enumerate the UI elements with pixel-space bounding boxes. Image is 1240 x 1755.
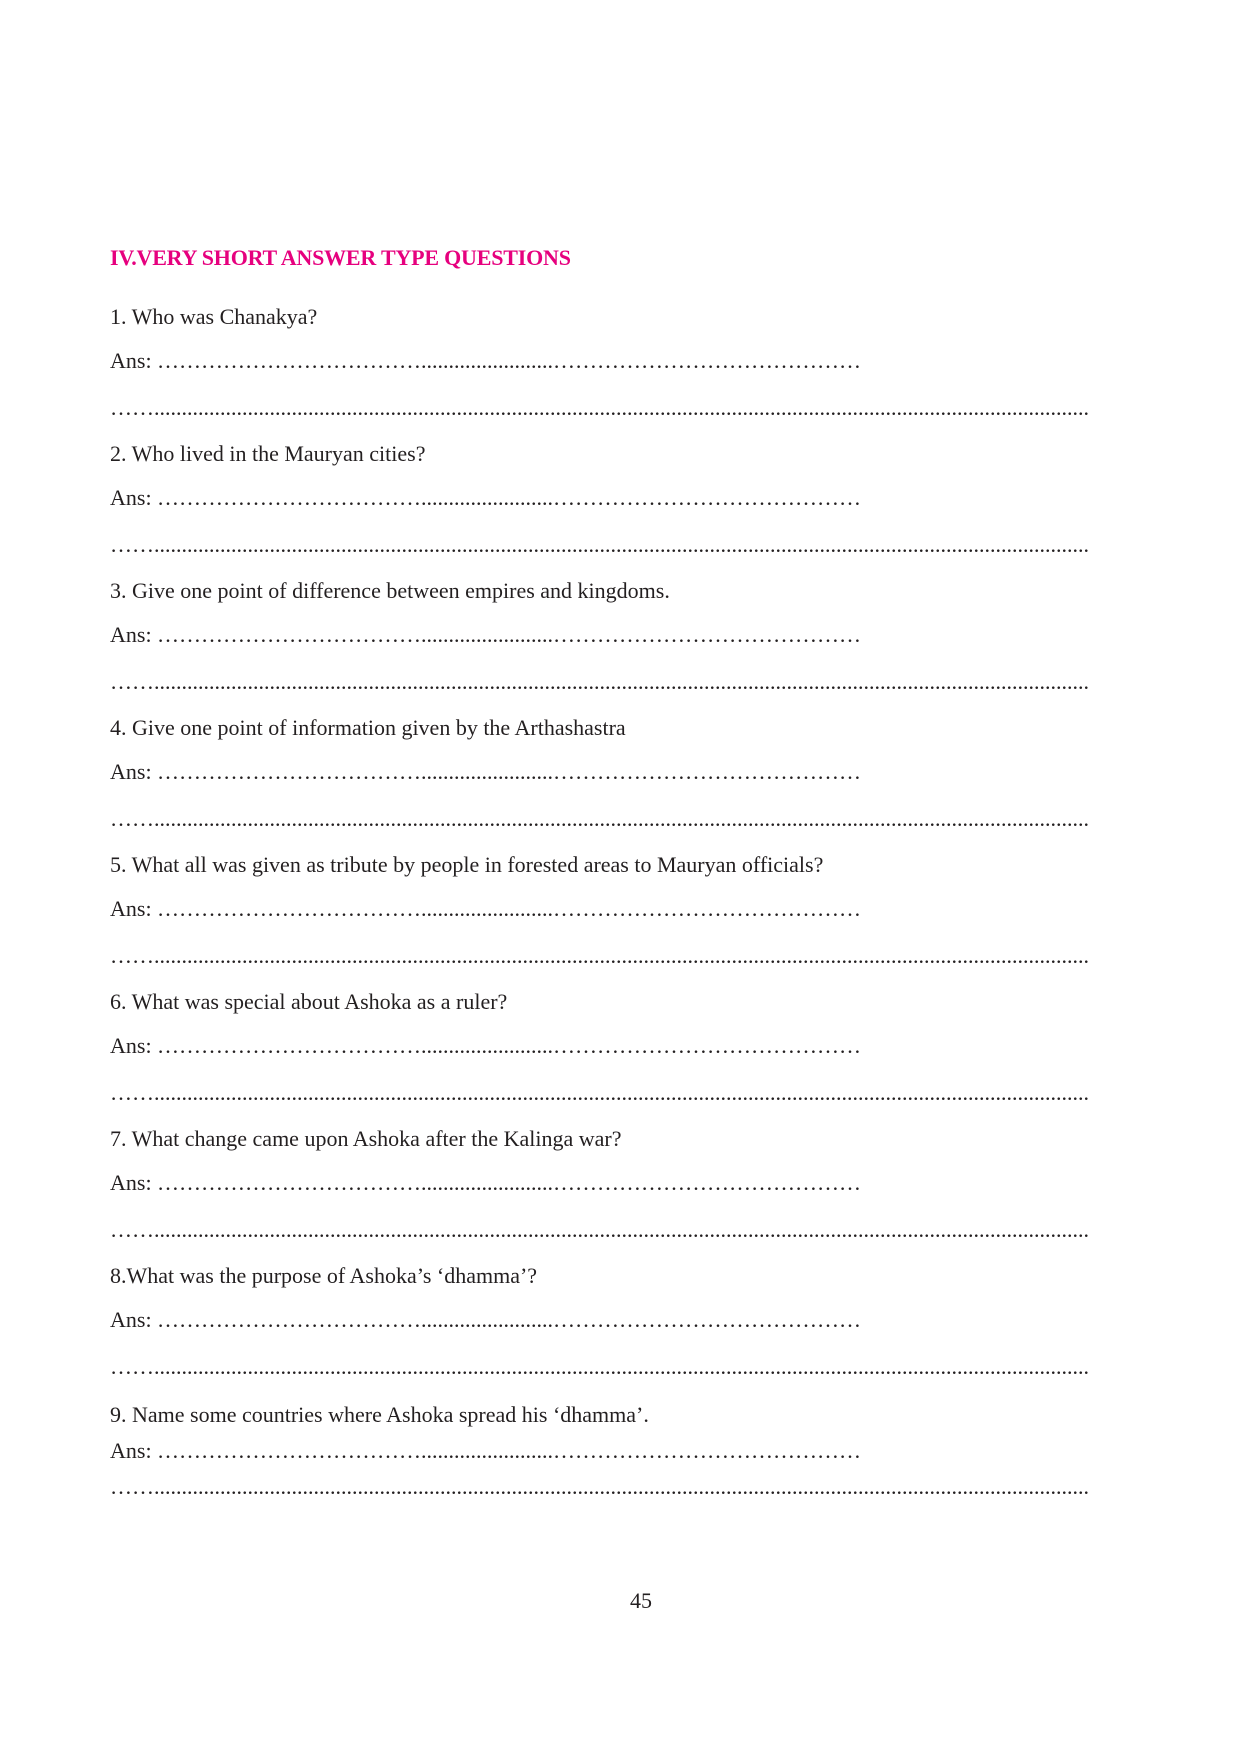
answer-continuation-line: …….......................................................................................................................................................................... (110, 1217, 1089, 1242)
question-section (110, 240, 1097, 1505)
question-text: 8.What was the purpose of Ashoka’s ‘dhamma’? (110, 1263, 538, 1288)
answer-line: Ans: ………………………………........................…………………………………… (110, 1033, 862, 1058)
question-block (110, 569, 1097, 706)
answer-line: Ans: ………………………………........................…………………………………… (110, 1307, 862, 1332)
question-text: 6. What was special about Ashoka as a ruler? (110, 989, 508, 1014)
question-text: 3. Give one point of difference between empires and kingdoms. (110, 578, 670, 603)
answer-continuation-line: …….......................................................................................................................................................................... (110, 1474, 1089, 1499)
question-block (110, 843, 1097, 980)
question-block (110, 1117, 1097, 1254)
question-block (110, 706, 1097, 843)
question-text: 1. Who was Chanakya? (110, 304, 318, 329)
answer-line: Ans: ………………………………........................…………………………………… (110, 485, 862, 510)
answer-continuation-line: …….......................................................................................................................................................................... (110, 532, 1089, 557)
question-text: 7. What change came upon Ashoka after the Kalinga war? (110, 1126, 622, 1151)
answer-line: Ans: ………………………………........................…………………………………… (110, 896, 862, 921)
answer-continuation-line: …….......................................................................................................................................................................... (110, 669, 1089, 694)
question-text: 2. Who lived in the Mauryan cities? (110, 441, 426, 466)
question-text: 9. Name some countries where Ashoka spread his ‘dhamma’. (110, 1402, 649, 1427)
question-block (110, 1397, 1097, 1505)
answer-line: Ans: ………………………………........................…………………………………… (110, 1170, 862, 1195)
answer-continuation-line: …….......................................................................................................................................................................... (110, 1080, 1089, 1105)
answer-line: Ans: ………………………………........................…………………………………… (110, 622, 862, 647)
answer-line: Ans: ………………………………........................…………………………………… (110, 348, 862, 373)
question-block (110, 432, 1097, 569)
answer-continuation-line: …….......................................................................................................................................................................... (110, 395, 1089, 420)
question-text: 5. What all was given as tribute by people in forested areas to Mauryan officials? (110, 852, 824, 877)
answer-continuation-line: …….......................................................................................................................................................................... (110, 943, 1089, 968)
answer-line: Ans: ………………………………........................…………………………………… (110, 759, 862, 784)
section-heading: IV.VERY SHORT ANSWER TYPE QUESTIONS (110, 245, 571, 270)
page-number: 45 (630, 1588, 652, 1613)
question-block (110, 1254, 1097, 1391)
answer-continuation-line: …….......................................................................................................................................................................... (110, 1354, 1089, 1379)
question-block (110, 295, 1097, 432)
question-block (110, 980, 1097, 1117)
answer-continuation-line: …….......................................................................................................................................................................... (110, 806, 1089, 831)
question-text: 4. Give one point of information given by the Arthashastra (110, 715, 626, 740)
answer-line: Ans: ………………………………........................…………………………………… (110, 1438, 862, 1463)
